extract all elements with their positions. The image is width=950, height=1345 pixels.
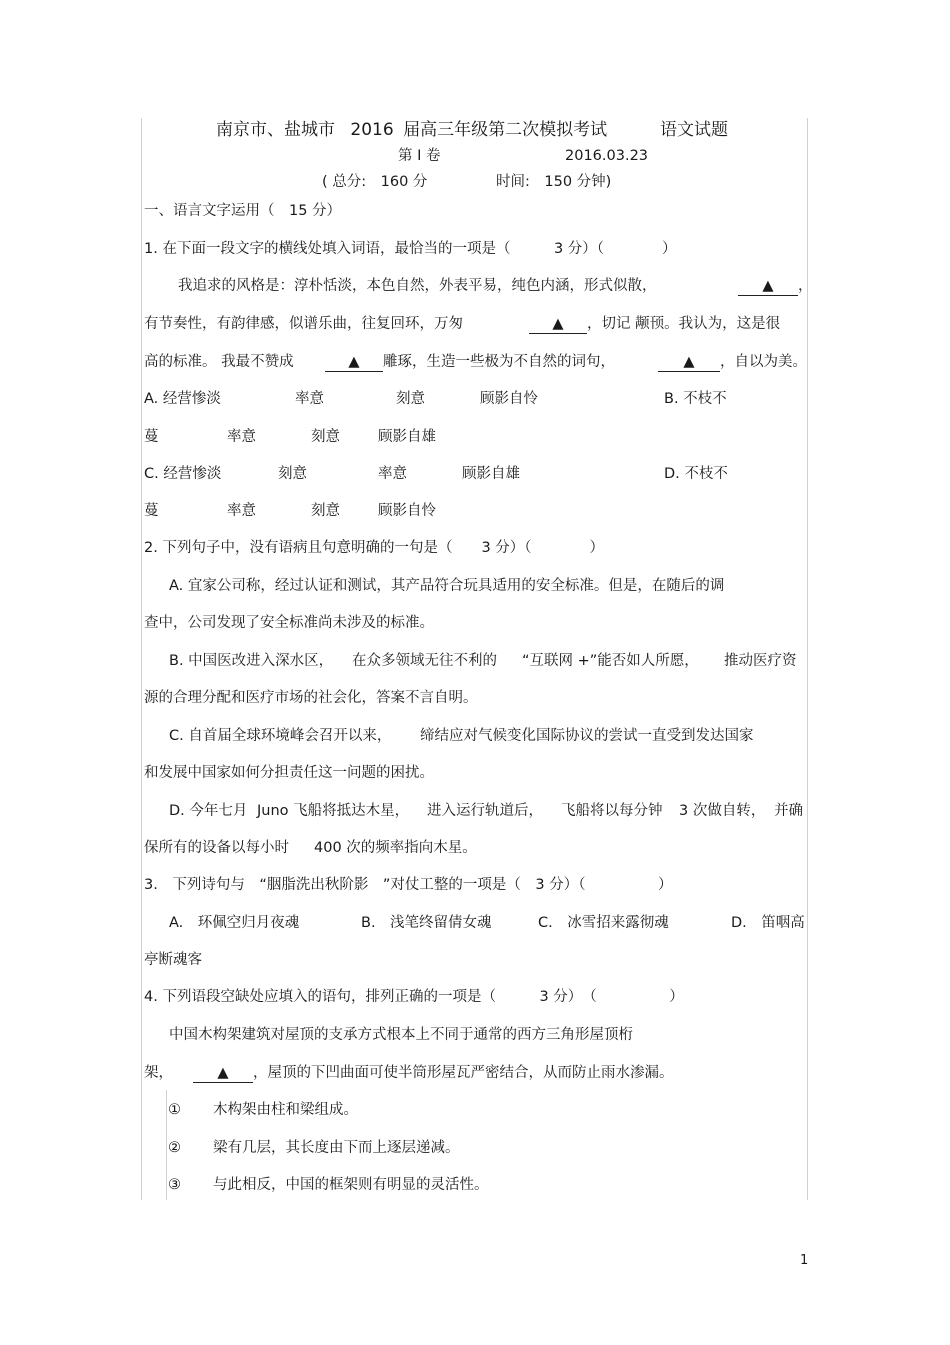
- q2-option-d-part2: Juno 飞船将抵达木星，: [257, 803, 410, 819]
- left-margin-line: [141, 118, 142, 1200]
- title-year: 2016: [350, 120, 394, 140]
- q2-option-c-part2: 缔结应对气候变化国际协议的尝试一直受到发达国家: [420, 728, 754, 744]
- q1-blank-2: ▲ ，切记 颟顸。我认为，这是很: [529, 314, 780, 334]
- q4-item-1-text: 木构架由柱和梁组成。: [213, 1102, 358, 1118]
- q1-passage-line2: 有节奏性，有韵律感，似谱乐曲，往复回环，万匆: [144, 316, 463, 332]
- q1-option-d-1: 蔓: [144, 503, 159, 519]
- q1-option-c: C. 经营惨淡: [144, 466, 222, 482]
- q1-option-a-2: 率意: [295, 391, 324, 407]
- q1-option-c-4: 顾影自雄: [462, 466, 520, 482]
- q2-stem: 2. 下列句子中，没有语病且句意明确的一句是（ 3 分）（ ）: [144, 540, 605, 556]
- q1-option-b-1: 蔓: [144, 429, 159, 445]
- q1-option-a: A. 经营惨淡: [144, 391, 221, 407]
- total-score: ( 总分: 160 分: [322, 174, 428, 190]
- q2-option-d-line2a: 保所有的设备以每小时: [144, 840, 289, 856]
- q1-option-a-3: 刻意: [396, 391, 425, 407]
- q2-option-d-line2b: 400 次的频率指向木星。: [314, 840, 477, 856]
- q3-option-b: B. 浅笔终留倩女魂: [361, 915, 492, 931]
- q4-blank: ▲ ，屋顶的下凹曲面可使半筒形屋瓦严密结合，从而防止雨水渗漏。: [193, 1063, 674, 1083]
- q1-option-d-3: 刻意: [311, 503, 340, 519]
- q2-option-c-line2: 和发展中国家如何分担责任这一问题的困扰。: [144, 765, 434, 781]
- exam-date: 2016.03.23: [565, 148, 649, 164]
- q1-blank-3: ▲ 雕琢，生造一些极为不自然的词句，: [325, 352, 615, 372]
- q2-option-d-part6: 并确: [774, 803, 803, 819]
- q1-blank-4: ▲ ，自以为美。: [658, 352, 807, 372]
- q4-passage-line1: 中国木构架建筑对屋顶的支承方式根本上不同于通常的西方三角形屋顶桁: [169, 1027, 633, 1043]
- q4-passage-line2a: 架，: [144, 1065, 173, 1081]
- answer-blank: ▲: [193, 1064, 253, 1083]
- q4-item-1-num: ①: [168, 1102, 181, 1118]
- q1-blank-1: ▲ ，: [738, 276, 813, 296]
- q2-option-b-line2: 源的合理分配和医疗市场的社会化，答案不言自明。: [144, 690, 478, 706]
- q1-option-d-4: 顾影自怜: [378, 503, 436, 519]
- volume-label: 第 I 卷: [398, 148, 441, 164]
- answer-blank: ▲: [738, 277, 798, 296]
- q1-option-c-2: 刻意: [278, 466, 307, 482]
- q1-option-b: B. 不枝不: [664, 391, 727, 407]
- q2-option-b-part2: 在众多领域无往不利的: [352, 653, 497, 669]
- q4-item-2-text: 梁有几层，其长度由下而上逐层递减。: [213, 1140, 460, 1156]
- q2-option-d-part1: D. 今年七月: [169, 803, 248, 819]
- q1-passage-line3: 高的标准。 我最不赞成: [144, 354, 294, 370]
- q1-option-b-2: 率意: [227, 429, 256, 445]
- title-part2: 届高三年级第二次模拟考试: [403, 120, 608, 140]
- q2-option-a-line2: 查中，公司发现了安全标准尚未涉及的标准。: [144, 615, 434, 631]
- q2-option-a-line1: A. 宜家公司称，经过认证和测试，其产品符合玩具适用的安全标准。但是，在随后的调: [169, 578, 725, 594]
- q2-option-b-part4: 推动医疗资: [724, 653, 797, 669]
- q4-item-3-text: 与此相反，中国的框架则有明显的灵活性。: [213, 1177, 489, 1193]
- page-title: [216, 120, 607, 140]
- q3-option-d: D. 笛咽高: [731, 915, 805, 931]
- q2-option-b-part3: “互联网 +”能否如人所愿，: [522, 653, 699, 669]
- q1-passage-line1: 我追求的风格是：淳朴恬淡，本色自然，外表平易，纯色内涵，形式似散，: [178, 278, 657, 294]
- q1-option-b-3: 刻意: [311, 429, 340, 445]
- q3-stem: 3. 下列诗句与 “胭脂洗出秋阶影 ”对仗工整的一项是（ 3 分）（ ）: [144, 877, 673, 893]
- q2-option-c-part1: C. 自首届全球环境峰会召开以来，: [169, 728, 392, 744]
- title-subject: 语文试题: [660, 120, 728, 140]
- q1-option-d: D. 不枝不: [664, 466, 728, 482]
- answer-blank: ▲: [658, 353, 720, 372]
- q1-option-a-4: 顾影自怜: [480, 391, 538, 407]
- page-number: 1: [800, 1253, 809, 1268]
- exam-time: 时间: 150 分钟): [496, 174, 612, 190]
- q3-option-d-line2: 亭断魂客: [144, 952, 202, 968]
- q2-option-d-part4: 飞船将以每分钟: [561, 803, 663, 819]
- section-title: 一、语言文字运用（ 15 分）: [144, 203, 342, 219]
- q3-option-a: A. 环佩空归月夜魂: [169, 915, 300, 931]
- q2-option-d-part3: 进入运行轨道后，: [427, 803, 543, 819]
- q4-item-2-num: ②: [168, 1140, 181, 1156]
- q1-option-d-2: 率意: [227, 503, 256, 519]
- q1-option-b-4: 顾影自雄: [378, 429, 436, 445]
- q2-option-b-part1: B. 中国医改进入深水区，: [169, 653, 334, 669]
- q1-option-c-3: 率意: [378, 466, 407, 482]
- q4-stem: 4. 下列语段空缺处应填入的语句，排列正确的一项是（ 3 分） （ ）: [144, 989, 684, 1005]
- q4-item-3-num: ③: [168, 1177, 181, 1193]
- title-part1: 南京市、盐城市: [216, 120, 335, 140]
- inner-margin-line: [166, 1090, 167, 1200]
- answer-blank: ▲: [529, 315, 587, 334]
- answer-blank: ▲: [325, 353, 383, 372]
- q3-option-c: C. 冰雪招来露彻魂: [538, 915, 669, 931]
- q1-stem: 1. 在下面一段文字的横线处填入词语，最恰当的一项是（ 3 分）（ ）: [144, 241, 677, 257]
- q2-option-d-part5: 3 次做自转，: [679, 803, 766, 819]
